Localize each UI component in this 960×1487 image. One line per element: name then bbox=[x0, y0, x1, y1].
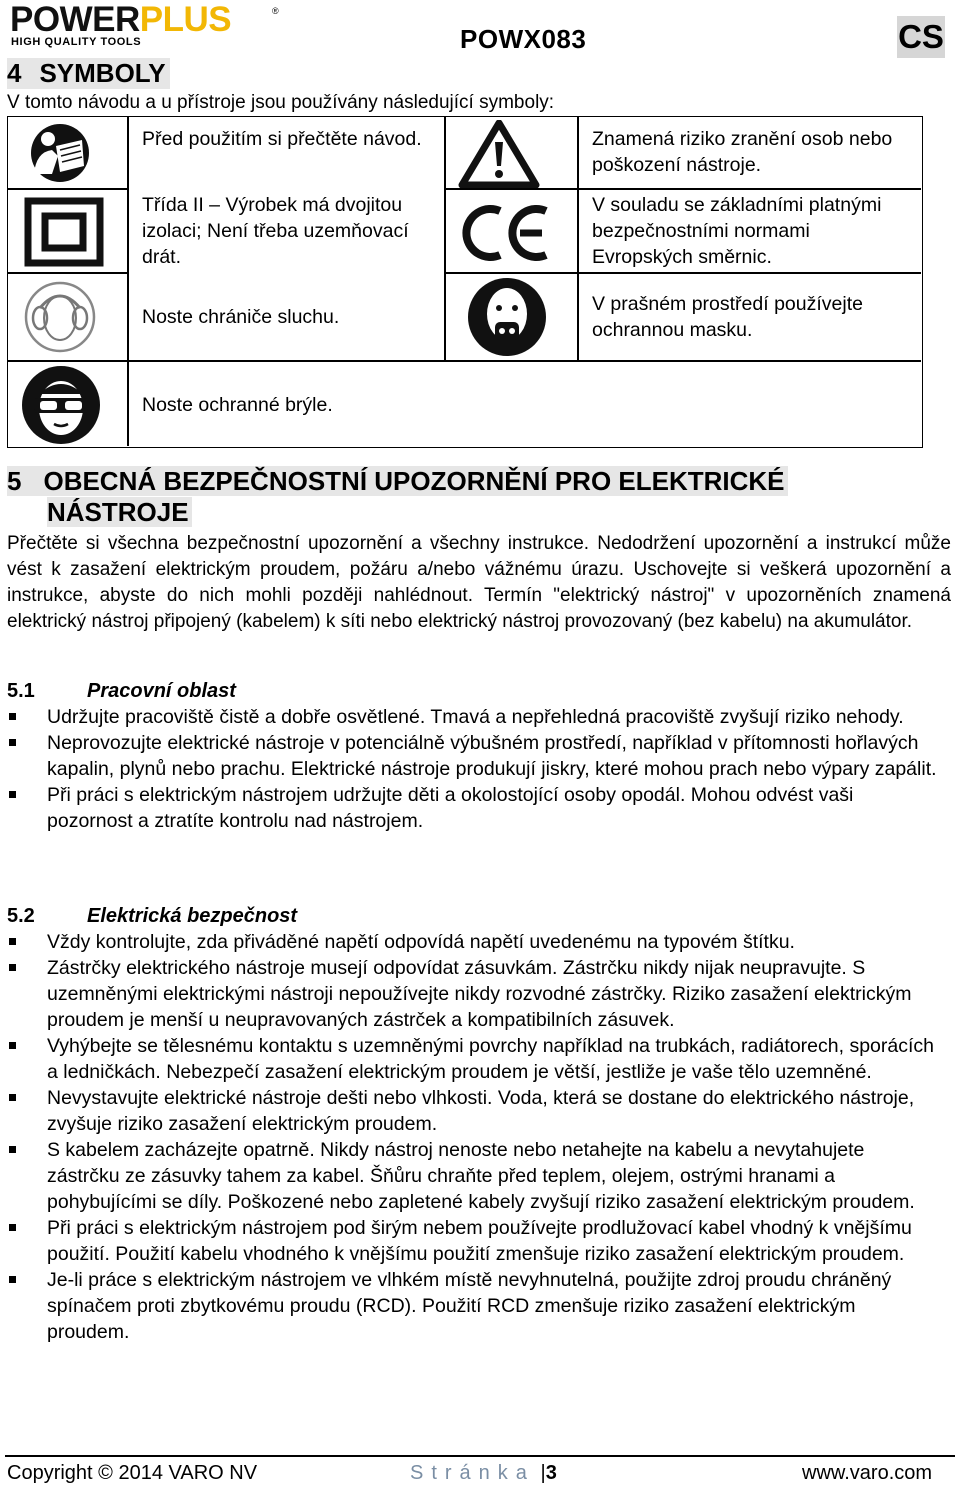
model-number: POWX083 bbox=[460, 24, 587, 54]
list-item: S kabelem zacházejte opatrně. Nikdy nástroj nenoste nebo netahejte na kabelu a nevytahujete zástrčku ze zásuvky tahem za kabel. Šňůru chraňte před teplem, olejem, ostrými hranami a pohybujícími se díly. Poškozené nebo zapletené kabely zvyšují riziko zasažení elektrickým proudem. bbox=[7, 1137, 939, 1215]
subsection-5-2-title: Elektrická bezpečnost bbox=[87, 905, 298, 927]
warning-triangle-icon bbox=[458, 120, 540, 188]
footer-page-number: 3 bbox=[545, 1462, 557, 1484]
footer-copyright: Copyright © 2014 VARO NV bbox=[7, 1462, 258, 1484]
section-4-heading bbox=[7, 58, 170, 89]
dust-mask-icon bbox=[466, 276, 548, 358]
logo-tagline: HIGH QUALITY TOOLS bbox=[11, 36, 142, 48]
subsection-5-1-heading bbox=[7, 678, 236, 704]
list-item: Nevystavujte elektrické nástroje dešti nebo vlhkosti. Voda, která se dostane do elektrického nástroje, zvyšuje riziko zasažení elektrickým proudem. bbox=[7, 1085, 939, 1137]
footer-website: www.varo.com bbox=[802, 1462, 933, 1484]
section-4-title: SYMBOLY bbox=[39, 58, 166, 88]
list-item: Je-li práce s elektrickým nástrojem ve vlhkém místě nevyhnutelná, použijte zdroj proudu chráněný spínačem proti zbytkovému proudu (RCD). Použití RCD zmenšuje riziko zasažení elektrickým proudem. bbox=[7, 1267, 939, 1345]
list-item: Při práci s elektrickým nástrojem pod širým nebem používejte prodlužovací kabel vhodný k vnějšímu použití. Použití kabelu vhodného k vnějšímu použití zmenšuje riziko zasažení elektrickým proudem. bbox=[7, 1215, 939, 1267]
section-4-number: 4 bbox=[7, 58, 22, 88]
subsection-5-2-number: 5.2 bbox=[7, 905, 35, 927]
symbol-text-read-manual: Před použitím si přečtěte návod. bbox=[142, 128, 422, 150]
subsection-5-2-heading bbox=[7, 903, 297, 929]
subsection-5-1-list bbox=[7, 704, 939, 834]
list-item: Vždy kontrolujte, zda přiváděné napětí odpovídá napětí uvedenému na typovém štítku. bbox=[7, 929, 939, 955]
list-item: Zástrčky elektrického nástroje musejí odpovídat zásuvkám. Zástrčku nikdy nijak neupravujte. S uzemněnými elektrickými nástroji nepoužívejte nikdy rozvodné zástrčky. Riziko zasažení elektrickým proudem je menší u neupravovaných zástrček a kompatibilních zásuvek. bbox=[7, 955, 939, 1033]
subsection-5-2-list bbox=[7, 929, 939, 1345]
symbol-text-ear-protection: Noste chrániče sluchu. bbox=[142, 306, 340, 328]
subsection-5-1-number: 5.1 bbox=[7, 680, 35, 702]
footer-page-label: Stránka bbox=[410, 1462, 535, 1484]
symbol-text-ce-mark: V souladu se základními platnými bezpečnostními normami Evropských směrnic. bbox=[592, 194, 882, 268]
logo-accent: PLUS bbox=[139, 0, 232, 39]
section-5-number: 5 bbox=[7, 466, 22, 496]
logo-main: POWER bbox=[10, 0, 140, 39]
section-5-title-line2: NÁSTROJE bbox=[47, 497, 192, 527]
ce-mark-icon bbox=[460, 201, 552, 265]
list-item: Při práci s elektrickým nástrojem udržujte děti a okolostojící osoby opodál. Mohou odvést vaši pozornost a ztratíte kontrolu nad nástrojem. bbox=[7, 782, 939, 834]
section-5-title-line1: OBECNÁ BEZPEČNOSTNÍ UPOZORNĚNÍ PRO ELEKTRICKÉ bbox=[43, 466, 785, 496]
logo-wordmark bbox=[10, 0, 231, 40]
footer-page-indicator bbox=[410, 1460, 557, 1486]
class-ii-icon bbox=[24, 197, 104, 267]
list-item: Vyhýbejte se tělesnému kontaktu s uzemněnými povrchy například na trubkách, radiátorech, sporácích a ledničkách. Nebezpečí zasažení elektrickým proudem je větší, jestliže je vaše tělo uzemněné. bbox=[7, 1033, 939, 1085]
subsection-5-1-title: Pracovní oblast bbox=[87, 680, 236, 702]
logo-registered-mark: ® bbox=[272, 6, 279, 16]
footer-divider bbox=[5, 1455, 955, 1457]
powerplus-logo bbox=[10, 0, 279, 48]
symbol-text-warning: Znamená riziko zranění osob nebo poškození nástroje. bbox=[592, 128, 893, 176]
section-5-heading bbox=[7, 466, 788, 528]
list-item: Neprovozujte elektrické nástroje v potenciálně výbušném prostředí, například v přítomnosti hořlavých kapalin, plynů nebo prachu. Elektrické nástroje produkují jiskry, které mohou prach nebo výpary zapálit. bbox=[7, 730, 939, 782]
safety-goggles-icon bbox=[20, 364, 102, 446]
list-item: Udržujte pracoviště čistě a dobře osvětlené. Tmavá a nepřehledná pracoviště zvyšují riziko nehody. bbox=[7, 704, 939, 730]
read-manual-icon bbox=[22, 122, 98, 184]
symbol-text-safety-goggles: Noste ochranné brýle. bbox=[142, 394, 333, 416]
footer-separator: | bbox=[540, 1462, 546, 1484]
symbol-text-dust-mask: V prašném prostředí používejte ochrannou masku. bbox=[592, 293, 863, 341]
ear-protection-icon bbox=[22, 280, 98, 354]
language-badge: CS bbox=[897, 16, 945, 58]
symbol-text-class-ii: Třída II – Výrobek má dvojitou izolaci; Není třeba uzemňovací drát. bbox=[142, 194, 409, 268]
section-5-intro: Přečtěte si všechna bezpečnostní upozornění a všechny instrukce. Nedodržení upozornění a instrukcí může vést k zasažení elektrickým proudem, požáru a/nebo vážnému úrazu. Uschovejte si veškerá upozornění a instrukce, abyste do nich mohli později nahlédnout. Termín "elektrický nástroj" v upozorněních znamená elektrický nástroj připojený (kabelem) k síti nebo elektrický nástroj provozovaný (bez kabelu) na akumulátor. bbox=[7, 533, 951, 632]
section-4-intro: V tomto návodu a u přístroje jsou používány následující symboly: bbox=[7, 92, 555, 113]
symbols-table bbox=[7, 116, 923, 448]
